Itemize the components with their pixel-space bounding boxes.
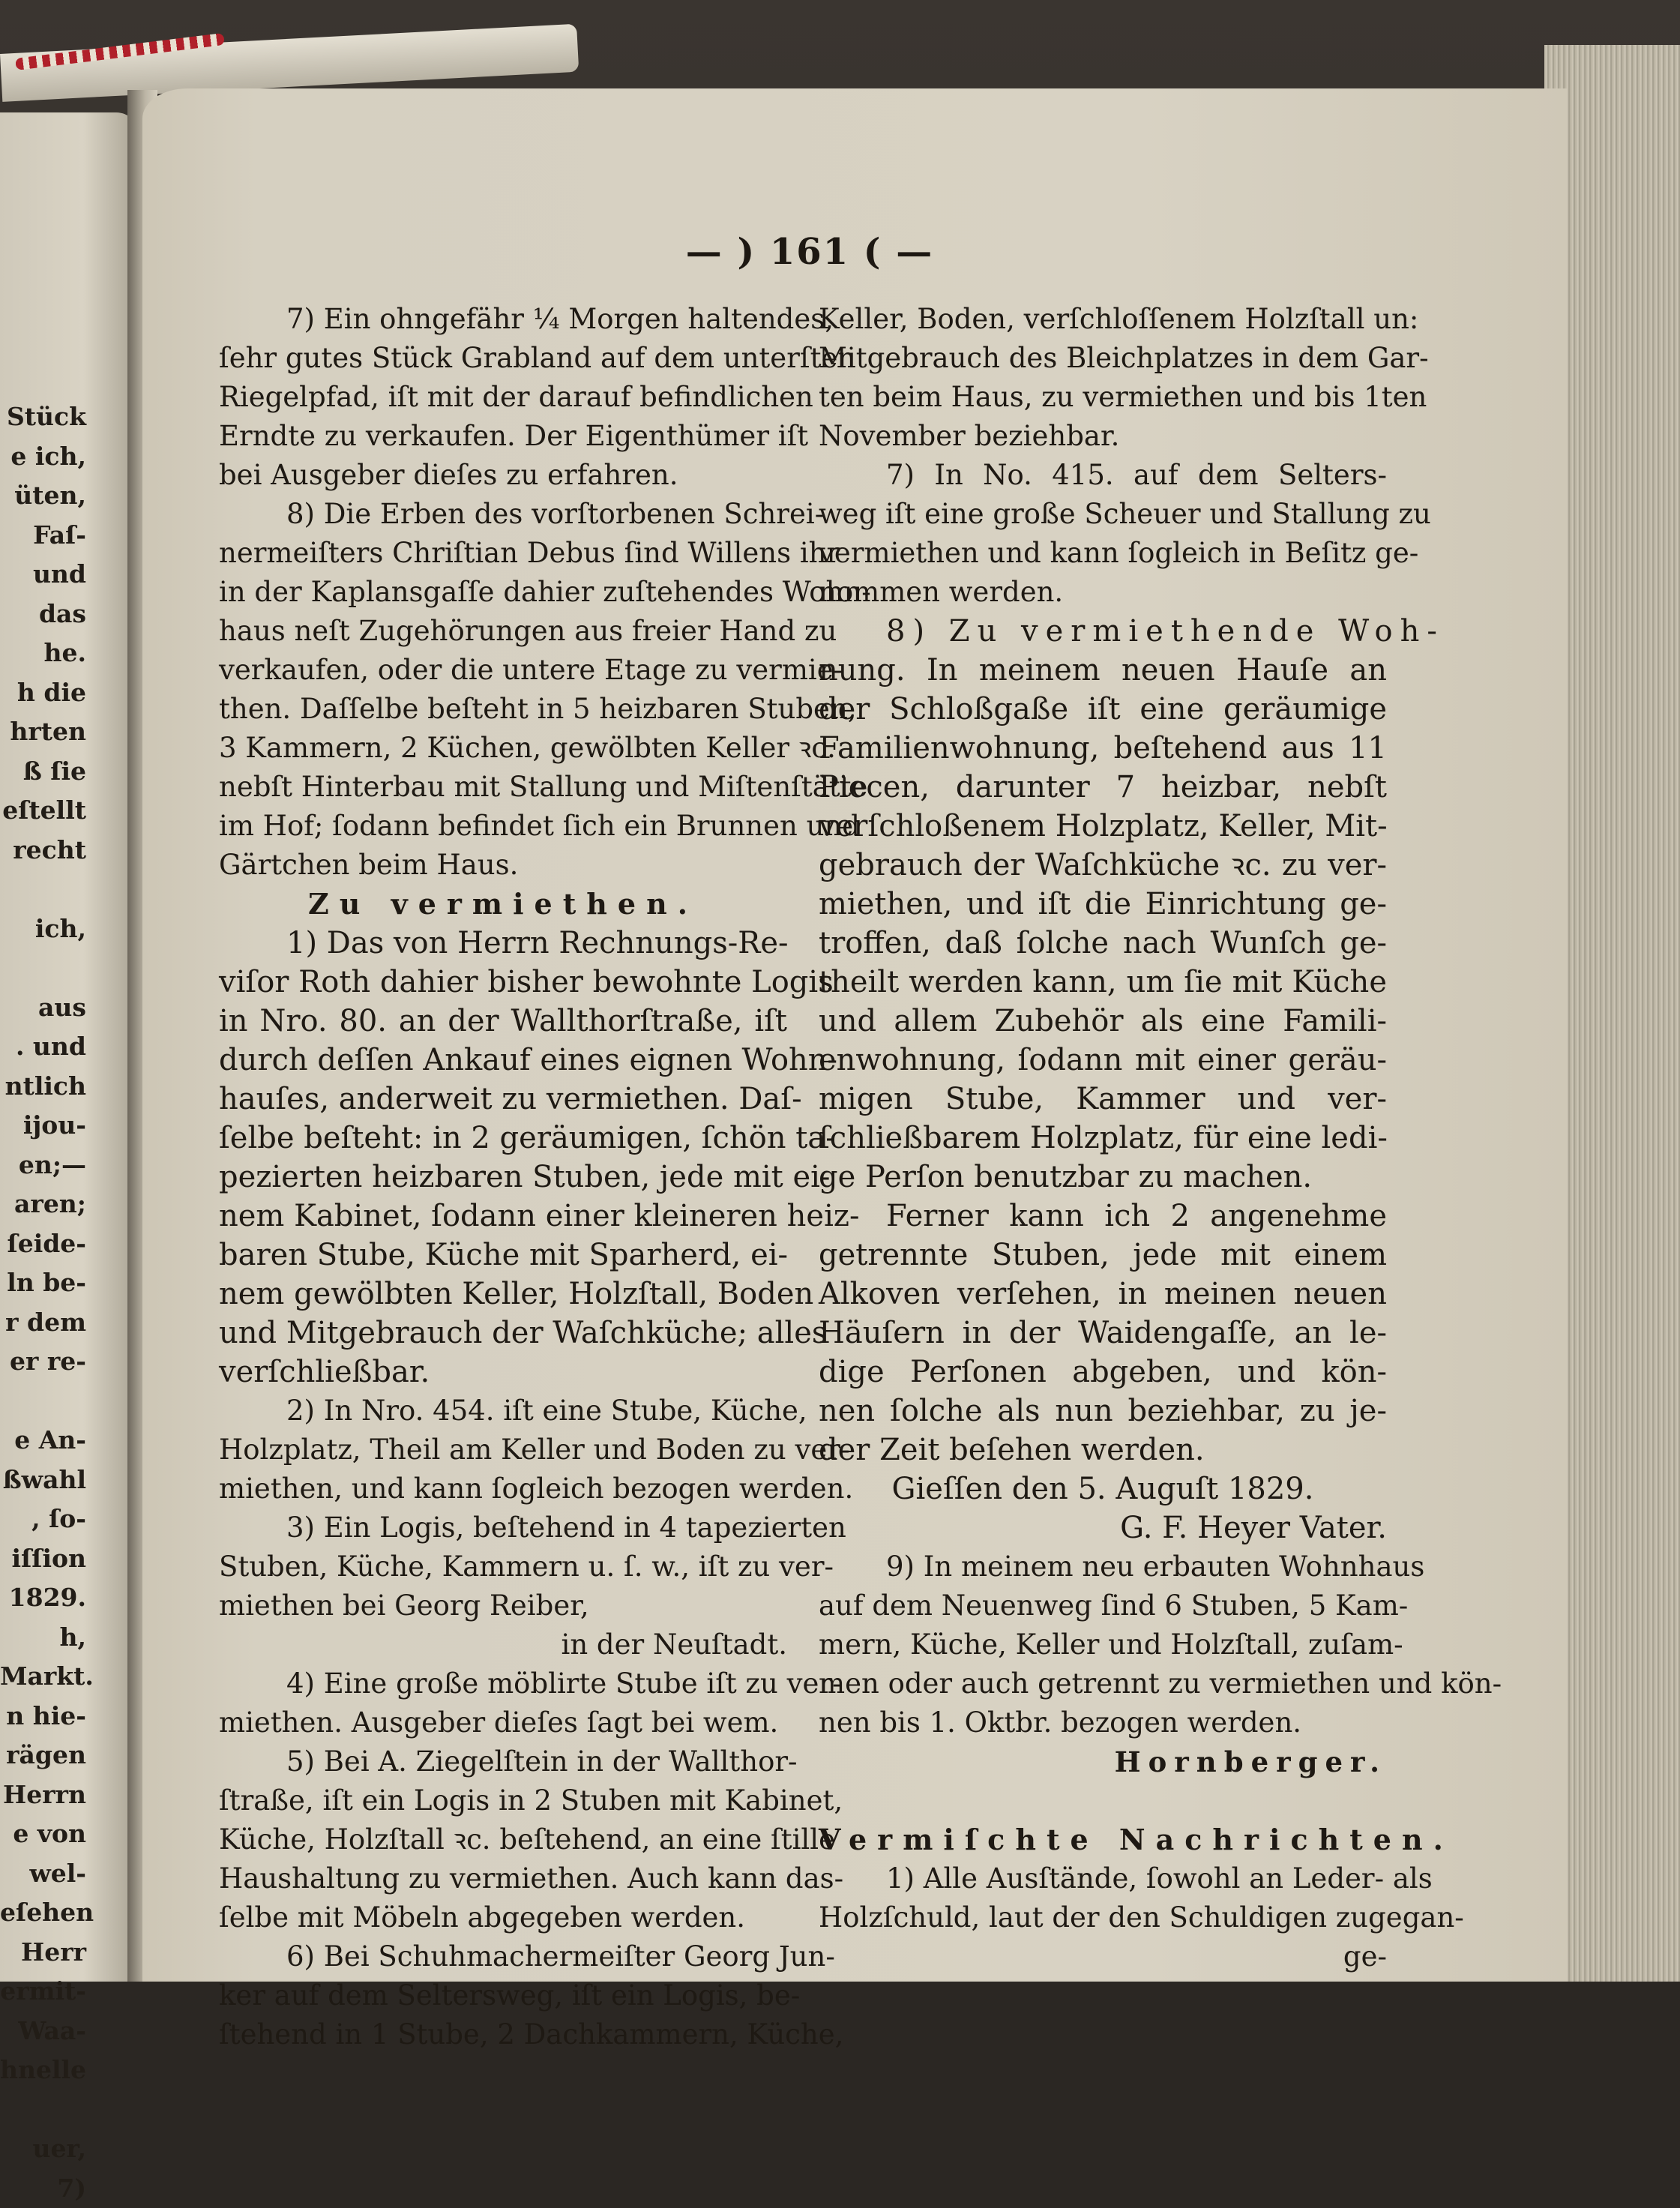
- left-page-fragment: Waa-: [0, 2012, 86, 2051]
- text-line: miethen. Ausgeber dieſes ſagt bei wem.: [219, 1703, 787, 1742]
- left-page-fragment: und: [0, 555, 86, 595]
- text-line: enwohnung, ſodann mit einer geräu-: [819, 1041, 1387, 1080]
- text-line: miethen, und iſt die Einrichtung ge-: [819, 885, 1387, 924]
- text-line: [819, 1781, 1387, 1820]
- text-line: viſor Roth dahier bisher bewohnte Logis: [219, 963, 787, 1002]
- text-line: 4) Eine große möblirte Stube iſt zu ver-: [219, 1664, 787, 1703]
- text-line: 9) In meinem neu erbauten Wohnhaus: [819, 1547, 1387, 1586]
- text-line: 8) Zu vermiethende Woh-: [819, 612, 1387, 651]
- text-line: miethen bei Georg Reiber,: [219, 1586, 787, 1625]
- page-number-header: — ) 161 ( —: [660, 231, 960, 273]
- text-line: 3) Ein Logis, beſtehend in 4 tapezierten: [219, 1508, 787, 1547]
- text-line: getrennte Stuben, jede mit einem: [819, 1236, 1387, 1275]
- left-page-fragment: ß ſie: [0, 752, 86, 792]
- text-line: Familienwohnung, beſtehend aus 11: [819, 729, 1387, 768]
- text-line: Erndte zu verkaufen. Der Eigenthümer iſt: [219, 417, 787, 456]
- text-line: theilt werden kann, um ſie mit Küche: [819, 963, 1387, 1002]
- left-page-fragment: Stück: [0, 397, 86, 437]
- text-line: nung. In meinem neuen Hauſe an: [819, 651, 1387, 690]
- left-page-fragment: e ich,: [0, 437, 86, 477]
- text-line: 3 Kammern, 2 Küchen, gewölbten Keller ꝛc.: [219, 729, 787, 768]
- left-page-fragment: en;—: [0, 1146, 86, 1185]
- text-line: Gärtchen beim Haus.: [219, 846, 787, 885]
- text-line: G. F. Heyer Vater.: [819, 1508, 1387, 1547]
- left-page: [0, 112, 139, 1982]
- text-line: Mitgebrauch des Bleichplatzes in dem Gar-: [819, 339, 1387, 378]
- left-page-fragment: ermit-: [0, 1972, 86, 2012]
- text-line: baren Stube, Küche mit Sparherd, ei-: [219, 1236, 787, 1275]
- text-line: nem gewölbten Keller, Holzſtall, Boden: [219, 1275, 787, 1314]
- text-line: Alkoven verſehen, in meinen neuen: [819, 1275, 1387, 1314]
- left-page-fragment: aren;: [0, 1185, 86, 1224]
- text-line: der Schloßgaße iſt eine geräumige: [819, 690, 1387, 729]
- left-page-fragment: 7): [0, 2169, 86, 2208]
- text-line: troffen, daß ſolche nach Wunſch ge-: [819, 924, 1387, 963]
- text-line: im Hof; ſodann befindet ſich ein Brunnen und: [219, 807, 787, 846]
- text-line: nen ſolche als nun beziehbar, zu je-: [819, 1392, 1387, 1431]
- text-line: ge Perſon benutzbar zu machen.: [819, 1158, 1387, 1197]
- text-line: gebrauch der Waſchküche ꝛc. zu ver-: [819, 846, 1387, 885]
- text-line: in der Kaplansgaſſe dahier zuſtehendes Wohn-: [219, 573, 787, 612]
- text-line: 8) Die Erben des vorſtorbenen Schrei-: [219, 495, 787, 534]
- left-page-fragment: [0, 2090, 86, 2130]
- text-line: 7) In No. 415. auf dem Selters-: [819, 456, 1387, 495]
- left-page-fragment: recht: [0, 831, 86, 870]
- text-line: nen bis 1. Oktbr. bezogen werden.: [819, 1703, 1387, 1742]
- text-line: nermeiſters Chriſtian Debus ſind Willens ihr: [219, 534, 787, 573]
- left-page-fragment: he.: [0, 634, 86, 673]
- left-page-fragment: wel-: [0, 1854, 86, 1894]
- text-line: 2) In Nro. 454. iſt eine Stube, Küche,: [219, 1392, 787, 1431]
- left-page-fragment: ich,: [0, 909, 86, 949]
- left-page-fragment: ln be-: [0, 1263, 86, 1303]
- left-page-fragment: ijou-: [0, 1106, 86, 1146]
- left-text-column: [219, 300, 787, 2054]
- text-line: 5) Bei A. Ziegelſtein in der Wallthor-: [219, 1742, 787, 1781]
- left-page-fragment: rägen: [0, 1736, 86, 1775]
- left-page-fragment: , ſo-: [0, 1499, 86, 1539]
- left-page-fragment: ßwahl: [0, 1461, 86, 1500]
- left-page-fragment: n hie-: [0, 1697, 86, 1736]
- left-page-fragment: eſehen: [0, 1893, 86, 1933]
- left-page-fragment: 1829.: [0, 1578, 86, 1618]
- text-line: ſelbe beſteht: in 2 geräumigen, ſchön ta-: [219, 1119, 787, 1158]
- text-line: dige Perſonen abgeben, und kön-: [819, 1353, 1387, 1392]
- text-line: bei Ausgeber dieſes zu erfahren.: [219, 456, 787, 495]
- text-line: mern, Küche, Keller und Holzſtall, zuſam-: [819, 1625, 1387, 1664]
- text-line: und allem Zubehör als eine Famili-: [819, 1002, 1387, 1041]
- section-heading: Zu vermiethen.: [219, 885, 787, 924]
- left-page-fragment: aus: [0, 988, 86, 1028]
- left-page-fragment: eſtellt: [0, 791, 86, 831]
- text-line: Ferner kann ich 2 angenehme: [819, 1197, 1387, 1236]
- text-line: ſchließbarem Holzplatz, für eine ledi-: [819, 1119, 1387, 1158]
- left-page-fragment: ntlich: [0, 1067, 86, 1107]
- left-page-text-fragments: [0, 397, 86, 2208]
- text-line: Stuben, Küche, Kammern u. ſ. w., iſt zu ver-: [219, 1547, 787, 1586]
- left-page-fragment: ſeide-: [0, 1224, 86, 1264]
- text-line: durch deſſen Ankauf eines eignen Wohn-: [219, 1041, 787, 1080]
- left-page-fragment: [0, 870, 86, 909]
- text-line: in Nro. 80. an der Wallthorſtraße, iſt: [219, 1002, 787, 1041]
- left-page-fragment: Herr: [0, 1933, 86, 1973]
- left-page-fragment: Herrn: [0, 1775, 86, 1815]
- text-line: auf dem Neuenweg ſind 6 Stuben, 5 Kam-: [819, 1586, 1387, 1625]
- text-line: vermiethen und kann ſogleich in Beſitz ge-: [819, 534, 1387, 573]
- text-line: Häuſern in der Waidengaſſe, an le-: [819, 1314, 1387, 1353]
- left-page-fragment: iſſion: [0, 1539, 86, 1579]
- left-page-fragment: e An-: [0, 1421, 86, 1461]
- text-line: weg iſt eine große Scheuer und Stallung zu: [819, 495, 1387, 534]
- text-line: verkaufen, oder die untere Etage zu vermie-: [219, 651, 787, 690]
- left-page-fragment: das: [0, 595, 86, 634]
- text-line: und Mitgebrauch der Waſchküche; alles: [219, 1314, 787, 1353]
- text-line: haus neſt Zugehörungen aus freier Hand zu: [219, 612, 787, 651]
- text-line: der Zeit beſehen werden.: [819, 1431, 1387, 1470]
- left-page-fragment: uer,: [0, 2129, 86, 2169]
- text-line: Hornberger.: [819, 1742, 1387, 1781]
- text-line: Küche, Holzſtall ꝛc. beſtehend, an eine ſtille: [219, 1820, 787, 1859]
- right-text-column: [819, 300, 1387, 1976]
- left-page-fragment: Markt.: [0, 1657, 86, 1697]
- text-line: miethen, und kann ſogleich bezogen werden.: [219, 1470, 787, 1508]
- text-line: Riegelpfad, iſt mit der darauf befindlichen: [219, 378, 787, 417]
- text-line: Holzplatz, Theil am Keller und Boden zu ver-: [219, 1431, 787, 1470]
- left-page-fragment: h,: [0, 1618, 86, 1658]
- text-line: Holzſchuld, laut der den Schuldigen zugegan-: [819, 1898, 1387, 1937]
- text-line: ſtehend in 1 Stube, 2 Dachkammern, Küche,: [219, 2015, 787, 2054]
- text-line: Haushaltung zu vermiethen. Auch kann das-: [219, 1859, 787, 1898]
- left-page-fragment: [0, 948, 86, 988]
- text-line: verſchloßenem Holzplatz, Keller, Mit-: [819, 807, 1387, 846]
- text-line: then. Daſſelbe beſteht in 5 heizbaren Stuben,: [219, 690, 787, 729]
- text-line: 1) Alle Ausſtände, ſowohl an Leder- als: [819, 1859, 1387, 1898]
- left-page-fragment: [0, 1382, 86, 1422]
- text-line: ſtraße, iſt ein Logis in 2 Stuben mit Kabinet,: [219, 1781, 787, 1820]
- left-page-fragment: h die: [0, 673, 86, 713]
- left-page-fragment: . und: [0, 1027, 86, 1067]
- text-line: ge-: [819, 1937, 1387, 1976]
- text-line: verſchließbar.: [219, 1353, 787, 1392]
- text-line: in der Neuſtadt.: [219, 1625, 787, 1664]
- text-line: ker auf dem Seltersweg, iſt ein Logis, be-: [219, 1976, 787, 2015]
- text-line: 1) Das von Herrn Rechnungs-Re-: [219, 924, 787, 963]
- text-line: men oder auch getrennt zu vermiethen und kön-: [819, 1664, 1387, 1703]
- text-line: 6) Bei Schuhmachermeiſter Georg Jun-: [219, 1937, 787, 1976]
- text-line: Piecen, darunter 7 heizbar, nebſt: [819, 768, 1387, 807]
- text-line: Gieſſen den 5. Auguſt 1829.: [819, 1470, 1387, 1508]
- text-line: ſehr gutes Stück Grabland auf dem unterſten: [219, 339, 787, 378]
- text-line: hauſes, anderweit zu vermiethen. Daſ-: [219, 1080, 787, 1119]
- left-page-fragment: Faſ-: [0, 516, 86, 556]
- text-line: ten beim Haus, zu vermiethen und bis 1ten: [819, 378, 1387, 417]
- left-page-fragment: üten,: [0, 476, 86, 516]
- text-line: nem Kabinet, ſodann einer kleineren heiz-: [219, 1197, 787, 1236]
- text-line: nebſt Hinterbau mit Stallung und Miſtenſtätte: [219, 768, 787, 807]
- left-page-fragment: hnelle: [0, 2051, 86, 2090]
- left-page-fragment: hrten: [0, 712, 86, 752]
- left-page-fragment: er re-: [0, 1342, 86, 1382]
- text-line: November beziehbar.: [819, 417, 1387, 456]
- text-line: migen Stube, Kammer und ver-: [819, 1080, 1387, 1119]
- left-page-fragment: e von: [0, 1814, 86, 1854]
- text-line: pezierten heizbaren Stuben, jede mit ei-: [219, 1158, 787, 1197]
- text-line: nommen werden.: [819, 573, 1387, 612]
- text-line: ſelbe mit Möbeln abgegeben werden.: [219, 1898, 787, 1937]
- text-line: 7) Ein ohngefähr ¼ Morgen haltendes,: [219, 300, 787, 339]
- text-line: Keller, Boden, verſchloſſenem Holzſtall un:: [819, 300, 1387, 339]
- left-page-fragment: r dem: [0, 1303, 86, 1343]
- section-heading: Vermiſchte Nachrichten.: [819, 1820, 1387, 1859]
